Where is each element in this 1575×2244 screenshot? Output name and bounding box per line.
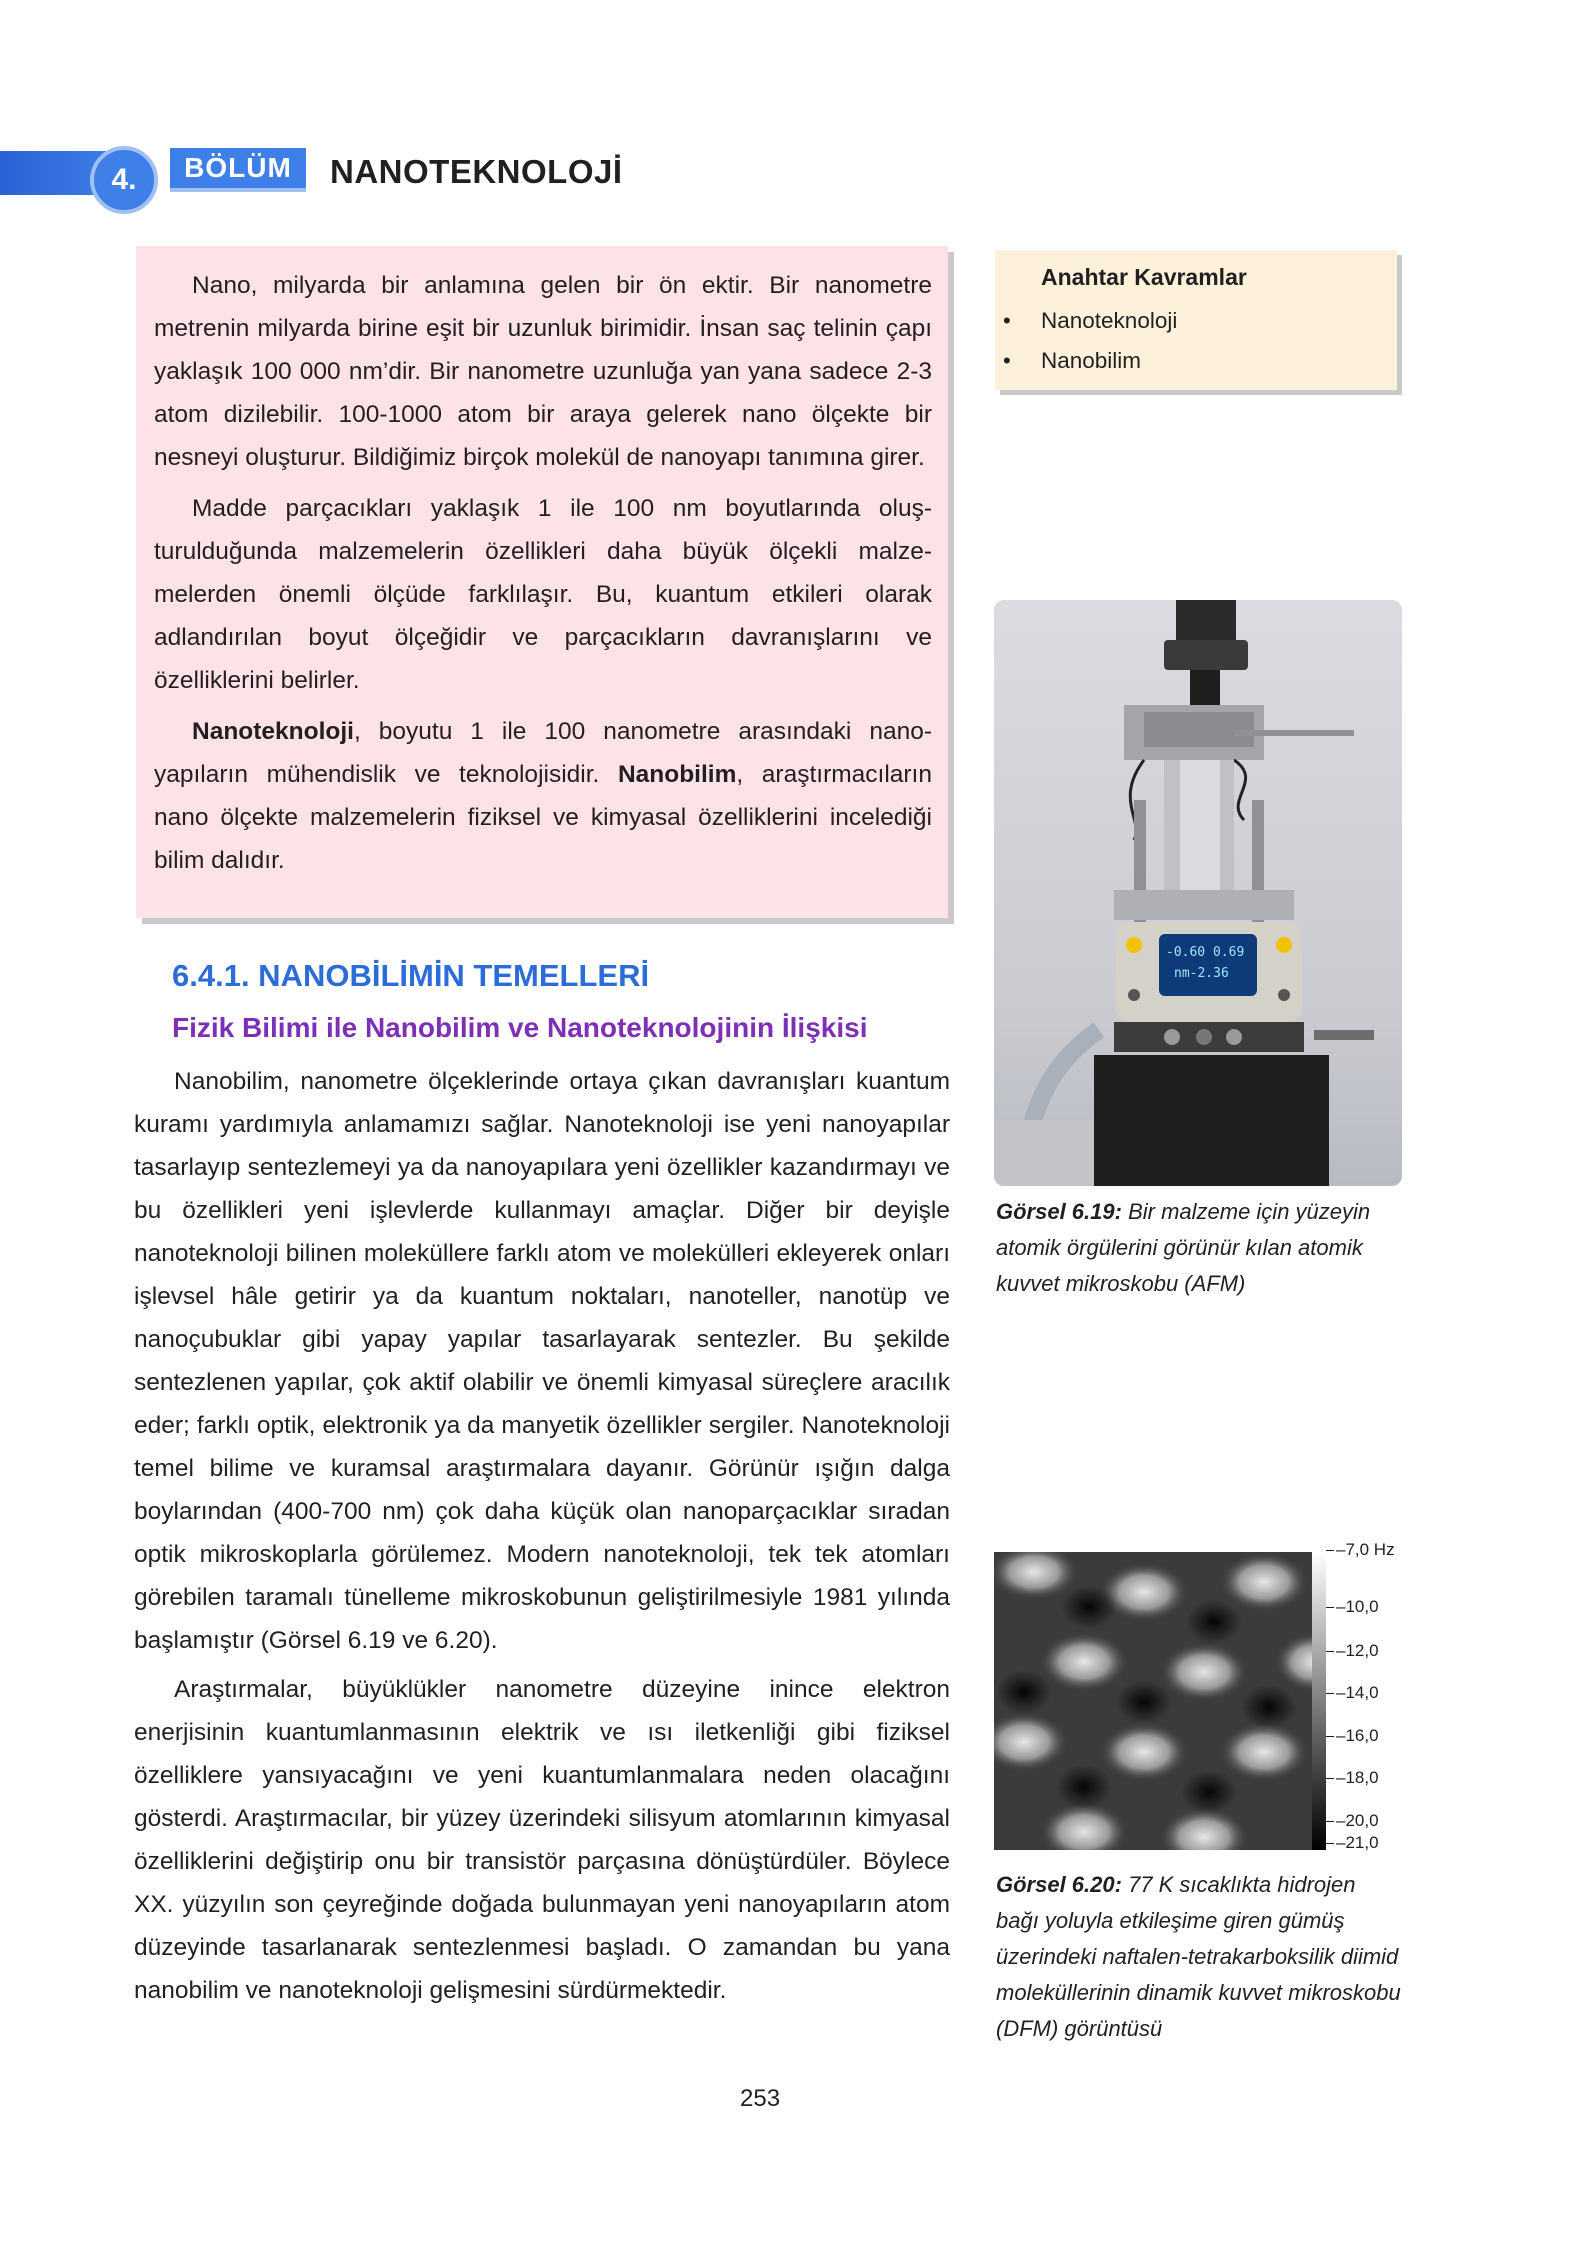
bullet-icon: • xyxy=(1003,308,1011,333)
key-concept-item xyxy=(1003,301,1397,341)
body-paragraph-2: Araştırmalar, büyüklükler nanometre düzeyine inince elektron enerjisinin kuantumlanmasının elektrik ve ısı iletkenliği gibi fiziksel özelliklere yansıyacağını ve yeni kuantumlanmalara neden olacağını gösterdi. Araştırmacılar, bir yüzey üzerindeki silisyum atomlarının kimyasal özelliklerini değiştirip onu bir transistör parçasına dönüştürdüler. Böylece XX. yüzyılın son çeyreğinde doğada bulunmayan yeni nanoyapıların atom düzeyinde tasarlanarak sentezlenmesi başladı. O zamandan bu yana nanobilim ve nanoteknoloji gelişmesini sürdürmektedir. xyxy=(134,1676,950,2004)
chapter-label: BÖLÜM xyxy=(170,148,306,188)
key-concepts-title: Anahtar Kavramlar xyxy=(1041,264,1247,290)
scale-label: –7,0 Hz xyxy=(1326,1540,1395,1560)
dfm-molecule-pattern xyxy=(994,1552,1314,1850)
chapter-number-badge: 4. xyxy=(90,146,158,214)
bullet-icon: • xyxy=(1003,348,1011,373)
figure-6-19-caption xyxy=(996,1194,1402,1302)
intro-paragraph-3 xyxy=(154,710,932,882)
scale-label: –16,0 xyxy=(1326,1726,1379,1746)
display-text-2: nm-2.36 xyxy=(1174,966,1229,981)
key-concept-label: Nanobilim xyxy=(1041,348,1142,373)
figure-6-19-text: Bir malzeme için yüzeyin atomik örgülerini görünür kılan atomik kuvvet mikroskobu (AFM) xyxy=(996,1199,1371,1296)
section-body xyxy=(134,1060,950,2018)
key-concept-item xyxy=(1003,341,1397,381)
key-concepts-list xyxy=(1003,301,1397,381)
scale-label: –18,0 xyxy=(1326,1768,1379,1788)
figure-6-20-caption xyxy=(996,1867,1402,2047)
frequency-scale-bar xyxy=(1312,1552,1326,1850)
intro-paragraph-2: Madde parçacıkları yaklaşık 1 ile 100 nm boyutlarında oluşturulduğunda malzemelerin özellikleri daha büyük ölçekli malzemelerden önemli ölçüde farklılaşır. Bu, kuantum etkileri olarak adlandırılan boyut ölçeğidir ve parçacıkların davranışlarını ve özelliklerini belirler. xyxy=(154,495,932,694)
body-paragraph-1: Nanobilim, nanometre ölçeklerinde ortaya çıkan davranışları kuantum kuramı yardımıyla anlamamızı sağlar. Nanoteknoloji ise yeni nanoyapılar tasarlayıp sentezlemeyi ya da nanoyapılara yeni özellikler kazandırmayı ve bu özellikleri yeni işlevlerde kullanmayı amaçlar. Diğer bir deyişle nanoteknoloji bilinen moleküllere farklı atom ve molekülleri ekleyerek onları işlevsel hâle getirir ya da kuantum noktaları, nanoteller, nanotüp ve nanoçubuklar gibi yapay yapılar tasarlayarak sentezler. Bu şekilde sentezlenen yapılar, çok aktif olabilir ve önemli kimyasal süreçlere aracılık eder; farklı optik, elektronik ya da manyetik özellikler sergiler. Nanoteknoloji temel bilime ve kuramsal araştırmalara dayanır. Görünür ışığın dalga boylarından (400-700 nm) çok daha küçük olan nanoparçacıklar sıradan optik mikroskoplarla görülemez. Modern nanoteknoloji, tek tek atomları görebilen taramalı tünelleme mikroskobunun geliştirilmesiyle 1981 yılında başlamıştır (Görsel 6.19 ve 6.20). xyxy=(134,1068,950,1654)
afm-microscope-photo xyxy=(994,600,1402,1186)
figure-6-20-label: Görsel 6.20: xyxy=(996,1872,1122,1897)
chapter-label-underline xyxy=(170,188,306,192)
afm-illustration xyxy=(994,600,1402,1186)
scale-label: –21,0 xyxy=(1326,1833,1379,1853)
section-title: 6.4.1. NANOBİLİMİN TEMELLERİ xyxy=(172,958,650,993)
scale-label: –14,0 xyxy=(1326,1683,1379,1703)
scale-label: –12,0 xyxy=(1326,1641,1379,1661)
page-number: 253 xyxy=(740,2085,781,2112)
term-nanoteknoloji: Nanoteknoloji xyxy=(192,718,354,745)
chapter-title: NANOTEKNOLOJİ xyxy=(330,153,623,190)
scale-label: –20,0 xyxy=(1326,1811,1379,1831)
intro-paragraph-1: Nano, milyarda bir anlamına gelen bir ön ektir. Bir nanometre metrenin milyarda birine eşit bir uzunluk birimidir. İnsan saç telinin çapı yaklaşık 100 000 nm’dir. Bir nanometre uzunluğa yan yana sadece 2-3 atom dizilebilir. 100-1000 atom bir araya gelerek nano ölçekte bir nesneyi oluşturur. Bildiğimiz birçok molekül de nanoyapı tanımına girer. xyxy=(154,272,932,471)
key-concept-label: Nanoteknoloji xyxy=(1041,308,1178,333)
intro-p3-text-1: , boyutu 1 ile 100 nanometre arasındaki nanoyapıların mühendislik ve teknolojisidir. xyxy=(154,718,932,788)
figure-6-20-text: 77 K sıcaklıkta hidrojen bağı yoluyla etkileşime giren gümüş üzerindeki naftalen-tetrakarboksilik diimid moleküllerinin dinamik kuvvet mikroskobu (DFM) görüntüsü xyxy=(996,1872,1401,2041)
key-concepts-box xyxy=(995,250,1397,390)
term-nanobilim: Nanobilim xyxy=(617,761,737,788)
figure-6-19-label: Görsel 6.19: xyxy=(996,1199,1122,1224)
scale-label: –10,0 xyxy=(1326,1597,1379,1617)
section-subtitle: Fizik Bilimi ile Nanobilim ve Nanoteknolojinin İlişkisi xyxy=(172,1012,868,1043)
dfm-image xyxy=(994,1552,1314,1850)
intro-box xyxy=(136,246,948,918)
intro-p3-text-2: , araştırmacıların nano ölçekte malzemelerin fiziksel ve kimyasal özelliklerini incelediği bilim dalıdır. xyxy=(154,761,932,874)
display-text-1: -0.60 0.69 xyxy=(1166,945,1245,960)
